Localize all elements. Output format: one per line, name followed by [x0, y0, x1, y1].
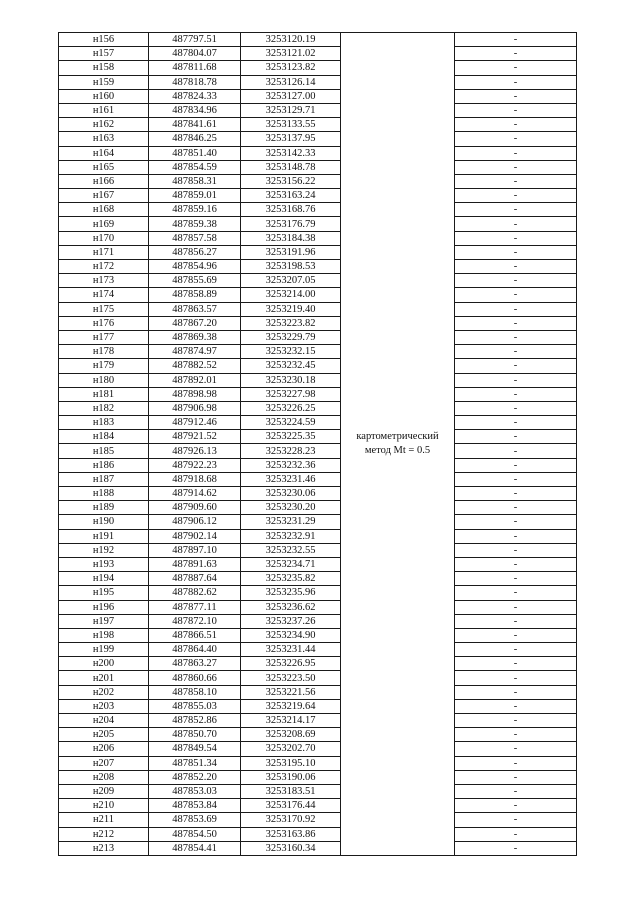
coordinates-table: [58, 32, 577, 856]
x-coordinate-cell: 487858.31: [149, 174, 241, 188]
point-name-cell: н175: [59, 302, 149, 316]
y-coordinate-cell: 3253129.71: [241, 103, 341, 117]
x-coordinate-cell: 487869.38: [149, 330, 241, 344]
description-cell: -: [455, 501, 577, 515]
table-row: [59, 373, 577, 387]
description-cell: -: [455, 316, 577, 330]
description-cell: -: [455, 160, 577, 174]
table-row: [59, 813, 577, 827]
x-coordinate-cell: 487859.01: [149, 189, 241, 203]
y-coordinate-cell: 3253229.79: [241, 330, 341, 344]
y-coordinate-cell: 3253219.40: [241, 302, 341, 316]
y-coordinate-cell: 3253232.15: [241, 345, 341, 359]
description-cell: -: [455, 132, 577, 146]
y-coordinate-cell: 3253221.56: [241, 685, 341, 699]
description-cell: -: [455, 75, 577, 89]
table-row: [59, 260, 577, 274]
point-name-cell: н184: [59, 430, 149, 444]
x-coordinate-cell: 487909.60: [149, 501, 241, 515]
x-coordinate-cell: 487824.33: [149, 89, 241, 103]
x-coordinate-cell: 487864.40: [149, 643, 241, 657]
point-name-cell: н166: [59, 174, 149, 188]
point-name-cell: н201: [59, 671, 149, 685]
y-coordinate-cell: 3253235.96: [241, 586, 341, 600]
table-row: [59, 330, 577, 344]
point-name-cell: н159: [59, 75, 149, 89]
x-coordinate-cell: 487860.66: [149, 671, 241, 685]
description-cell: -: [455, 614, 577, 628]
description-cell: -: [455, 841, 577, 855]
y-coordinate-cell: 3253207.05: [241, 274, 341, 288]
description-cell: -: [455, 401, 577, 415]
x-coordinate-cell: 487797.51: [149, 33, 241, 47]
description-cell: -: [455, 373, 577, 387]
y-coordinate-cell: 3253232.91: [241, 529, 341, 543]
point-name-cell: н170: [59, 231, 149, 245]
table-row: [59, 217, 577, 231]
y-coordinate-cell: 3253224.59: [241, 416, 341, 430]
y-coordinate-cell: 3253191.96: [241, 245, 341, 259]
point-name-cell: н198: [59, 628, 149, 642]
table-row: [59, 274, 577, 288]
point-name-cell: н212: [59, 827, 149, 841]
table-row: [59, 487, 577, 501]
x-coordinate-cell: 487855.03: [149, 699, 241, 713]
y-coordinate-cell: 3253184.38: [241, 231, 341, 245]
x-coordinate-cell: 487834.96: [149, 103, 241, 117]
x-coordinate-cell: 487854.50: [149, 827, 241, 841]
method-line-2: метод Mt = 0.5: [364, 444, 431, 456]
y-coordinate-cell: 3253190.06: [241, 770, 341, 784]
x-coordinate-cell: 487858.10: [149, 685, 241, 699]
description-cell: -: [455, 359, 577, 373]
table-row: [59, 288, 577, 302]
x-coordinate-cell: 487852.86: [149, 714, 241, 728]
point-name-cell: н197: [59, 614, 149, 628]
table-row: [59, 501, 577, 515]
description-cell: -: [455, 288, 577, 302]
description-cell: -: [455, 387, 577, 401]
x-coordinate-cell: 487906.98: [149, 401, 241, 415]
point-name-cell: н165: [59, 160, 149, 174]
point-name-cell: н209: [59, 784, 149, 798]
table-row: [59, 628, 577, 642]
point-name-cell: н172: [59, 260, 149, 274]
point-name-cell: н157: [59, 47, 149, 61]
point-name-cell: н174: [59, 288, 149, 302]
y-coordinate-cell: 3253227.98: [241, 387, 341, 401]
point-name-cell: н200: [59, 657, 149, 671]
description-cell: -: [455, 657, 577, 671]
y-coordinate-cell: 3253226.95: [241, 657, 341, 671]
description-cell: -: [455, 827, 577, 841]
y-coordinate-cell: 3253214.17: [241, 714, 341, 728]
point-name-cell: н162: [59, 118, 149, 132]
y-coordinate-cell: 3253163.86: [241, 827, 341, 841]
description-cell: -: [455, 784, 577, 798]
point-name-cell: н163: [59, 132, 149, 146]
table-row: [59, 316, 577, 330]
table-row: [59, 784, 577, 798]
x-coordinate-cell: 487853.69: [149, 813, 241, 827]
description-cell: -: [455, 345, 577, 359]
point-name-cell: н182: [59, 401, 149, 415]
description-cell: -: [455, 643, 577, 657]
table-row: [59, 515, 577, 529]
table-row: [59, 600, 577, 614]
y-coordinate-cell: 3253168.76: [241, 203, 341, 217]
table-row: [59, 33, 577, 47]
y-coordinate-cell: 3253225.35: [241, 430, 341, 444]
y-coordinate-cell: 3253170.92: [241, 813, 341, 827]
table-row: [59, 231, 577, 245]
description-cell: -: [455, 430, 577, 444]
y-coordinate-cell: 3253120.19: [241, 33, 341, 47]
description-cell: -: [455, 699, 577, 713]
coordinates-table-body: [59, 33, 577, 856]
x-coordinate-cell: 487853.03: [149, 784, 241, 798]
point-name-cell: н178: [59, 345, 149, 359]
description-cell: -: [455, 302, 577, 316]
x-coordinate-cell: 487922.23: [149, 458, 241, 472]
y-coordinate-cell: 3253121.02: [241, 47, 341, 61]
x-coordinate-cell: 487811.68: [149, 61, 241, 75]
x-coordinate-cell: 487850.70: [149, 728, 241, 742]
x-coordinate-cell: 487853.84: [149, 799, 241, 813]
y-coordinate-cell: 3253195.10: [241, 756, 341, 770]
y-coordinate-cell: 3253214.00: [241, 288, 341, 302]
x-coordinate-cell: 487854.41: [149, 841, 241, 855]
y-coordinate-cell: 3253232.36: [241, 458, 341, 472]
description-cell: -: [455, 245, 577, 259]
x-coordinate-cell: 487882.52: [149, 359, 241, 373]
table-row: [59, 728, 577, 742]
table-row: [59, 75, 577, 89]
description-cell: -: [455, 217, 577, 231]
table-row: [59, 614, 577, 628]
table-row: [59, 203, 577, 217]
point-name-cell: н187: [59, 472, 149, 486]
point-name-cell: н189: [59, 501, 149, 515]
table-row: [59, 827, 577, 841]
y-coordinate-cell: 3253235.82: [241, 572, 341, 586]
description-cell: -: [455, 742, 577, 756]
y-coordinate-cell: 3253231.44: [241, 643, 341, 657]
y-coordinate-cell: 3253232.55: [241, 543, 341, 557]
description-cell: -: [455, 628, 577, 642]
table-row: [59, 770, 577, 784]
x-coordinate-cell: 487854.59: [149, 160, 241, 174]
y-coordinate-cell: 3253234.90: [241, 628, 341, 642]
point-name-cell: н173: [59, 274, 149, 288]
point-name-cell: н202: [59, 685, 149, 699]
x-coordinate-cell: 487867.20: [149, 316, 241, 330]
point-name-cell: н185: [59, 444, 149, 458]
x-coordinate-cell: 487918.68: [149, 472, 241, 486]
x-coordinate-cell: 487874.97: [149, 345, 241, 359]
table-row: [59, 345, 577, 359]
table-row: [59, 174, 577, 188]
method-cell: [341, 33, 455, 856]
point-name-cell: н208: [59, 770, 149, 784]
point-name-cell: н156: [59, 33, 149, 47]
table-row: [59, 714, 577, 728]
point-name-cell: н181: [59, 387, 149, 401]
description-cell: -: [455, 330, 577, 344]
x-coordinate-cell: 487852.20: [149, 770, 241, 784]
table-row: [59, 416, 577, 430]
description-cell: -: [455, 714, 577, 728]
y-coordinate-cell: 3253160.34: [241, 841, 341, 855]
y-coordinate-cell: 3253237.26: [241, 614, 341, 628]
point-name-cell: н206: [59, 742, 149, 756]
x-coordinate-cell: 487854.96: [149, 260, 241, 274]
description-cell: -: [455, 543, 577, 557]
table-row: [59, 401, 577, 415]
table-row: [59, 841, 577, 855]
point-name-cell: н210: [59, 799, 149, 813]
description-cell: -: [455, 472, 577, 486]
point-name-cell: н191: [59, 529, 149, 543]
description-cell: -: [455, 756, 577, 770]
point-name-cell: н195: [59, 586, 149, 600]
point-name-cell: н186: [59, 458, 149, 472]
table-row: [59, 458, 577, 472]
point-name-cell: н177: [59, 330, 149, 344]
table-row: [59, 61, 577, 75]
description-cell: -: [455, 770, 577, 784]
y-coordinate-cell: 3253230.06: [241, 487, 341, 501]
y-coordinate-cell: 3253223.82: [241, 316, 341, 330]
point-name-cell: н167: [59, 189, 149, 203]
y-coordinate-cell: 3253176.79: [241, 217, 341, 231]
point-name-cell: н204: [59, 714, 149, 728]
y-coordinate-cell: 3253219.64: [241, 699, 341, 713]
x-coordinate-cell: 487897.10: [149, 543, 241, 557]
point-name-cell: н203: [59, 699, 149, 713]
table-row: [59, 89, 577, 103]
y-coordinate-cell: 3253226.25: [241, 401, 341, 415]
y-coordinate-cell: 3253228.23: [241, 444, 341, 458]
table-row: [59, 572, 577, 586]
description-cell: -: [455, 416, 577, 430]
y-coordinate-cell: 3253236.62: [241, 600, 341, 614]
y-coordinate-cell: 3253126.14: [241, 75, 341, 89]
point-name-cell: н207: [59, 756, 149, 770]
description-cell: -: [455, 203, 577, 217]
x-coordinate-cell: 487846.25: [149, 132, 241, 146]
y-coordinate-cell: 3253176.44: [241, 799, 341, 813]
point-name-cell: н211: [59, 813, 149, 827]
point-name-cell: н171: [59, 245, 149, 259]
point-name-cell: н192: [59, 543, 149, 557]
description-cell: -: [455, 189, 577, 203]
table-row: [59, 699, 577, 713]
x-coordinate-cell: 487804.07: [149, 47, 241, 61]
point-name-cell: н213: [59, 841, 149, 855]
x-coordinate-cell: 487926.13: [149, 444, 241, 458]
description-cell: -: [455, 89, 577, 103]
table-row: [59, 543, 577, 557]
table-row: [59, 302, 577, 316]
description-cell: -: [455, 103, 577, 117]
y-coordinate-cell: 3253198.53: [241, 260, 341, 274]
description-cell: -: [455, 586, 577, 600]
description-cell: -: [455, 813, 577, 827]
x-coordinate-cell: 487851.34: [149, 756, 241, 770]
table-row: [59, 799, 577, 813]
description-cell: -: [455, 274, 577, 288]
x-coordinate-cell: 487891.63: [149, 557, 241, 571]
y-coordinate-cell: 3253230.20: [241, 501, 341, 515]
description-cell: -: [455, 487, 577, 501]
description-cell: -: [455, 61, 577, 75]
x-coordinate-cell: 487856.27: [149, 245, 241, 259]
y-coordinate-cell: 3253231.46: [241, 472, 341, 486]
y-coordinate-cell: 3253148.78: [241, 160, 341, 174]
table-row: [59, 118, 577, 132]
y-coordinate-cell: 3253123.82: [241, 61, 341, 75]
x-coordinate-cell: 487818.78: [149, 75, 241, 89]
y-coordinate-cell: 3253142.33: [241, 146, 341, 160]
description-cell: -: [455, 458, 577, 472]
point-name-cell: н161: [59, 103, 149, 117]
table-row: [59, 103, 577, 117]
description-cell: -: [455, 572, 577, 586]
point-name-cell: н179: [59, 359, 149, 373]
table-row: [59, 387, 577, 401]
point-name-cell: н190: [59, 515, 149, 529]
x-coordinate-cell: 487857.58: [149, 231, 241, 245]
table-row: [59, 685, 577, 699]
x-coordinate-cell: 487921.52: [149, 430, 241, 444]
table-row: [59, 586, 577, 600]
point-name-cell: н168: [59, 203, 149, 217]
table-row: [59, 557, 577, 571]
table-row: [59, 132, 577, 146]
point-name-cell: н160: [59, 89, 149, 103]
x-coordinate-cell: 487898.98: [149, 387, 241, 401]
x-coordinate-cell: 487863.57: [149, 302, 241, 316]
table-row: [59, 47, 577, 61]
point-name-cell: н183: [59, 416, 149, 430]
description-cell: -: [455, 600, 577, 614]
table-row: [59, 245, 577, 259]
description-cell: -: [455, 33, 577, 47]
point-name-cell: н164: [59, 146, 149, 160]
y-coordinate-cell: 3253127.00: [241, 89, 341, 103]
point-name-cell: н193: [59, 557, 149, 571]
x-coordinate-cell: 487841.61: [149, 118, 241, 132]
x-coordinate-cell: 487906.12: [149, 515, 241, 529]
x-coordinate-cell: 487859.38: [149, 217, 241, 231]
x-coordinate-cell: 487863.27: [149, 657, 241, 671]
description-cell: -: [455, 799, 577, 813]
point-name-cell: н205: [59, 728, 149, 742]
x-coordinate-cell: 487855.69: [149, 274, 241, 288]
table-row: [59, 529, 577, 543]
table-row: [59, 671, 577, 685]
y-coordinate-cell: 3253137.95: [241, 132, 341, 146]
x-coordinate-cell: 487902.14: [149, 529, 241, 543]
table-row: [59, 643, 577, 657]
description-cell: -: [455, 146, 577, 160]
y-coordinate-cell: 3253232.45: [241, 359, 341, 373]
description-cell: -: [455, 231, 577, 245]
x-coordinate-cell: 487866.51: [149, 628, 241, 642]
point-name-cell: н188: [59, 487, 149, 501]
description-cell: -: [455, 444, 577, 458]
y-coordinate-cell: 3253133.55: [241, 118, 341, 132]
y-coordinate-cell: 3253223.50: [241, 671, 341, 685]
x-coordinate-cell: 487858.89: [149, 288, 241, 302]
y-coordinate-cell: 3253230.18: [241, 373, 341, 387]
x-coordinate-cell: 487872.10: [149, 614, 241, 628]
description-cell: -: [455, 260, 577, 274]
table-row: [59, 472, 577, 486]
point-name-cell: н180: [59, 373, 149, 387]
description-cell: -: [455, 529, 577, 543]
x-coordinate-cell: 487912.46: [149, 416, 241, 430]
point-name-cell: н176: [59, 316, 149, 330]
x-coordinate-cell: 487892.01: [149, 373, 241, 387]
x-coordinate-cell: 487882.62: [149, 586, 241, 600]
point-name-cell: н169: [59, 217, 149, 231]
y-coordinate-cell: 3253231.29: [241, 515, 341, 529]
point-name-cell: н199: [59, 643, 149, 657]
x-coordinate-cell: 487849.54: [149, 742, 241, 756]
y-coordinate-cell: 3253163.24: [241, 189, 341, 203]
point-name-cell: н194: [59, 572, 149, 586]
x-coordinate-cell: 487914.62: [149, 487, 241, 501]
x-coordinate-cell: 487877.11: [149, 600, 241, 614]
description-cell: -: [455, 671, 577, 685]
description-cell: -: [455, 728, 577, 742]
y-coordinate-cell: 3253156.22: [241, 174, 341, 188]
method-line-1: картометрический: [356, 430, 439, 442]
table-row: [59, 359, 577, 373]
point-name-cell: н196: [59, 600, 149, 614]
description-cell: -: [455, 174, 577, 188]
table-row: [59, 756, 577, 770]
y-coordinate-cell: 3253183.51: [241, 784, 341, 798]
table-row: [59, 657, 577, 671]
x-coordinate-cell: 487887.64: [149, 572, 241, 586]
table-row: [59, 444, 577, 458]
description-cell: -: [455, 515, 577, 529]
description-cell: -: [455, 557, 577, 571]
table-row: [59, 189, 577, 203]
table-row: [59, 430, 577, 444]
description-cell: -: [455, 118, 577, 132]
table-row: [59, 146, 577, 160]
x-coordinate-cell: 487851.40: [149, 146, 241, 160]
x-coordinate-cell: 487859.16: [149, 203, 241, 217]
description-cell: -: [455, 685, 577, 699]
y-coordinate-cell: 3253208.69: [241, 728, 341, 742]
description-cell: -: [455, 47, 577, 61]
point-name-cell: н158: [59, 61, 149, 75]
table-row: [59, 742, 577, 756]
y-coordinate-cell: 3253234.71: [241, 557, 341, 571]
table-row: [59, 160, 577, 174]
y-coordinate-cell: 3253202.70: [241, 742, 341, 756]
